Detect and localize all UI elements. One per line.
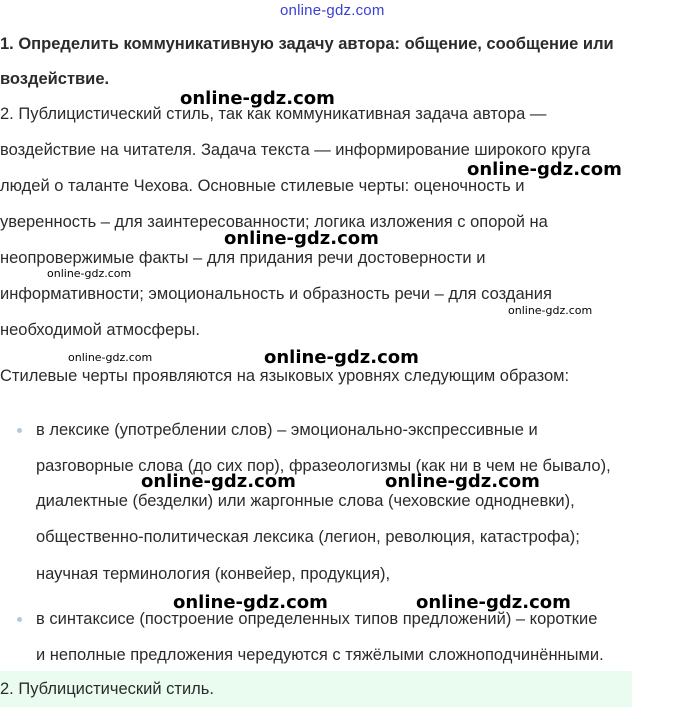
- watermark: online-gdz.com: [47, 267, 132, 280]
- bullet-marker: [17, 617, 22, 622]
- bullet-lexis-line: в лексике (употреблении слов) – эмоционально-экспрессивные и: [36, 421, 538, 439]
- bullet-lexis-line: разговорные слова (до сих пор), фразеологизмы (как ни в чем не бывало),: [36, 457, 611, 475]
- watermark: online-gdz.com: [467, 159, 622, 180]
- watermark: online-gdz.com: [385, 471, 540, 492]
- answer-highlight: [0, 671, 632, 707]
- watermark: online-gdz.com: [180, 88, 335, 109]
- paragraph-line: необходимой атмосферы.: [0, 321, 200, 339]
- top-watermark: online-gdz.com: [280, 2, 385, 19]
- answer-text: 2. Публицистический стиль.: [0, 680, 214, 698]
- bullet-syntax-line: и неполные предложения чередуются с тяжёлыми сложноподчинёнными.: [36, 646, 604, 664]
- task-heading-line-1: 1. Определить коммуникативную задачу автора: общение, сообщение или: [0, 35, 614, 53]
- paragraph-line: информативности; эмоциональность и образность речи – для создания: [0, 285, 552, 303]
- bullet-lexis-line: научная терминология (конвейер, продукция),: [36, 565, 391, 583]
- paragraph-line: неопровержимые факты – для придания речи достоверности и: [0, 249, 486, 267]
- watermark: online-gdz.com: [141, 471, 296, 492]
- paragraph-line: 2. Публицистический стиль, так как коммуникативная задача автора —: [0, 105, 547, 123]
- watermark: online-gdz.com: [224, 228, 379, 249]
- bullet-lexis-line: общественно-политическая лексика (легион, революция, катастрофа);: [36, 528, 580, 546]
- watermark: online-gdz.com: [416, 592, 571, 613]
- watermark: online-gdz.com: [508, 304, 593, 317]
- bullet-syntax-line: в синтаксисе (построение определенных типов предложений) – короткие: [36, 610, 598, 628]
- bullet-lexis-line: диалектные (безделки) или жаргонные слова (чеховские однодневки),: [36, 492, 575, 510]
- task-heading-line-2: воздействие.: [0, 70, 110, 88]
- watermark: online-gdz.com: [264, 347, 419, 368]
- paragraph-line: воздействие на читателя. Задача текста — информирование широкого круга: [0, 141, 591, 159]
- paragraph-line: уверенность – для заинтересованности; логика изложения с опорой на: [0, 213, 548, 231]
- watermark: online-gdz.com: [68, 351, 153, 364]
- watermark: online-gdz.com: [173, 592, 328, 613]
- bullet-marker: [17, 428, 22, 433]
- levels-intro: Стилевые черты проявляются на языковых уровнях следующим образом:: [0, 367, 570, 385]
- paragraph-line: людей о таланте Чехова. Основные стилевые черты: оценочность и: [0, 177, 525, 195]
